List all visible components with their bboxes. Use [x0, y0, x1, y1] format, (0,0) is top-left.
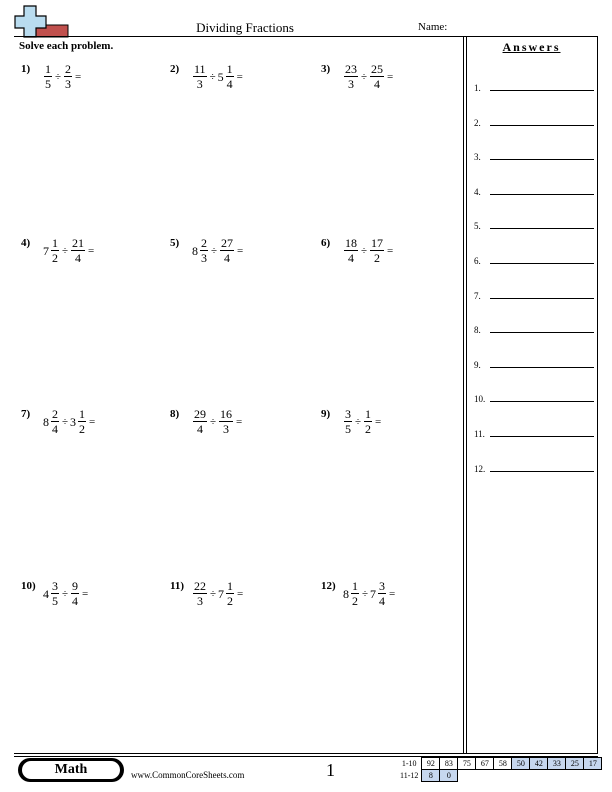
answer-blank-line[interactable] — [490, 263, 594, 264]
whole-number: 3 — [70, 414, 77, 429]
score-cell: 17 — [584, 758, 602, 770]
problem-expression — [192, 237, 245, 265]
problem-number: 11) — [170, 580, 185, 592]
whole-number: 7 — [43, 243, 49, 258]
numerator: 3 — [379, 579, 386, 593]
fraction — [226, 63, 234, 91]
name-label: Name: — [418, 21, 448, 33]
fraction — [51, 580, 59, 608]
divide-sign: ÷ — [62, 245, 69, 257]
numerator: 18 — [345, 236, 357, 250]
score-cell: 75 — [458, 758, 476, 770]
answer-blank-line[interactable] — [490, 332, 594, 333]
score-row-11-12 — [398, 770, 602, 782]
divide-sign: ÷ — [211, 245, 218, 257]
answer-row[interactable] — [474, 460, 594, 474]
answer-blank-line[interactable] — [490, 401, 594, 402]
denominator: 2 — [374, 251, 381, 265]
divide-sign: ÷ — [210, 416, 217, 428]
problem-expression — [43, 63, 83, 91]
denominator: 4 — [374, 77, 381, 91]
divide-sign: ÷ — [209, 71, 216, 83]
fraction — [344, 408, 352, 436]
answer-number: 10. — [474, 394, 486, 405]
denominator: 2 — [52, 251, 58, 265]
numerator: 17 — [371, 236, 384, 250]
numerator: 2 — [52, 407, 58, 421]
denominator: 5 — [45, 77, 51, 91]
fraction — [364, 408, 372, 436]
problem-number: 8) — [170, 408, 180, 420]
fraction — [378, 580, 386, 608]
numerator: 25 — [371, 62, 384, 76]
problem-expression — [192, 580, 245, 608]
problem-expression — [43, 580, 90, 608]
numerator: 3 — [345, 407, 351, 421]
answer-row[interactable] — [474, 148, 594, 162]
fraction — [51, 237, 59, 265]
answer-number: 3. — [474, 152, 481, 163]
answer-number: 5. — [474, 221, 481, 232]
answer-row[interactable] — [474, 79, 594, 93]
page-title: Dividing Fractions — [196, 20, 294, 35]
equals-sign: = — [236, 416, 243, 428]
equals-sign: = — [389, 588, 396, 600]
score-table — [398, 757, 602, 782]
numerator: 1 — [352, 579, 358, 593]
score-row-label: 1-10 — [401, 759, 417, 768]
score-row-1-10 — [398, 758, 602, 770]
fraction — [193, 63, 207, 91]
answer-blank-line[interactable] — [490, 90, 594, 91]
denominator: 4 — [72, 594, 79, 608]
score-cell: 92 — [422, 758, 440, 770]
denominator: 3 — [196, 77, 203, 91]
score-cell: 83 — [440, 758, 458, 770]
answer-number: 1. — [474, 83, 481, 93]
numerator: 23 — [345, 62, 357, 76]
answer-number: 11. — [474, 429, 485, 439]
denominator: 4 — [197, 422, 203, 436]
whole-number: 4 — [43, 586, 49, 601]
problem-number: 1) — [21, 63, 31, 75]
denominator: 2 — [227, 594, 234, 608]
answer-row[interactable] — [474, 287, 594, 301]
math-badge — [18, 758, 124, 782]
answer-number: 7. — [474, 290, 481, 301]
answer-blank-line[interactable] — [490, 471, 594, 472]
answer-number: 9. — [474, 359, 481, 370]
problem-number: 5) — [170, 237, 180, 249]
problem-number: 6) — [321, 237, 331, 249]
divide-sign: ÷ — [62, 416, 69, 428]
answer-row[interactable] — [474, 183, 594, 197]
denominator: 4 — [226, 77, 233, 91]
numerator: 1 — [365, 407, 372, 421]
equals-sign: = — [375, 416, 382, 428]
numerator: 2 — [201, 236, 207, 250]
denominator: 3 — [65, 77, 72, 91]
denominator: 2 — [79, 422, 86, 436]
score-cell: 67 — [476, 758, 494, 770]
score-cell: 8 — [422, 770, 440, 782]
fraction — [344, 237, 358, 265]
denominator: 3 — [223, 422, 230, 436]
problem-number: 9) — [321, 408, 331, 420]
answer-blank-line[interactable] — [490, 125, 594, 126]
numerator: 9 — [72, 579, 79, 593]
equals-sign: = — [237, 588, 244, 600]
equals-sign: = — [88, 245, 95, 257]
problem-number: 4) — [21, 237, 31, 249]
numerator: 1 — [226, 62, 233, 76]
answer-row[interactable] — [474, 356, 594, 370]
whole-number: 8 — [343, 586, 349, 601]
fraction — [200, 237, 208, 265]
instructions: Solve each problem. — [19, 40, 114, 52]
problem-expression — [192, 63, 245, 91]
numerator: 1 — [52, 236, 58, 250]
answer-number: 12. — [474, 463, 486, 474]
problem-expression — [343, 237, 395, 265]
answer-number: 6. — [474, 256, 481, 266]
numerator: 1 — [45, 62, 51, 76]
equals-sign: = — [237, 245, 244, 257]
denominator: 3 — [348, 77, 354, 91]
answer-row[interactable] — [474, 217, 594, 231]
divide-sign: ÷ — [210, 588, 217, 600]
denominator: 4 — [75, 251, 82, 265]
denominator: 4 — [52, 422, 58, 436]
fraction — [64, 63, 72, 91]
divide-sign: ÷ — [55, 71, 62, 83]
equals-sign: = — [387, 71, 394, 83]
denominator: 3 — [197, 594, 203, 608]
numerator: 11 — [194, 62, 206, 76]
divide-sign: ÷ — [361, 245, 368, 257]
fraction — [351, 580, 359, 608]
fraction — [226, 580, 234, 608]
score-cell: 0 — [440, 770, 458, 782]
fraction — [44, 63, 52, 91]
site-url: www.CommonCoreSheets.com — [131, 770, 245, 780]
answer-column-divider — [463, 36, 464, 754]
answer-blank-line[interactable] — [490, 194, 594, 195]
answer-row[interactable] — [474, 425, 594, 439]
score-cell: 58 — [494, 758, 512, 770]
equals-sign: = — [387, 245, 394, 257]
numerator: 27 — [221, 236, 234, 250]
denominator: 4 — [379, 594, 386, 608]
problem-expression — [43, 408, 97, 436]
numerator: 1 — [227, 579, 234, 593]
answer-blank-line[interactable] — [490, 436, 594, 437]
whole-number: 5 — [217, 69, 224, 84]
fraction — [220, 237, 234, 265]
answer-number: 8. — [474, 325, 481, 336]
answer-column-divider-inner — [466, 36, 467, 754]
problem-expression — [43, 237, 96, 265]
score-cell: 33 — [548, 758, 566, 770]
problem-expression — [343, 408, 383, 436]
math-badge-label: Math — [22, 761, 120, 779]
whole-number: 8 — [43, 414, 49, 429]
divide-sign: ÷ — [62, 588, 69, 600]
answer-blank-line[interactable] — [490, 367, 594, 368]
problem-expression — [343, 63, 395, 91]
denominator: 3 — [201, 251, 207, 265]
equals-sign: = — [236, 71, 243, 83]
answer-row[interactable] — [474, 252, 594, 266]
whole-number: 7 — [370, 586, 377, 601]
numerator: 22 — [194, 579, 206, 593]
footer-divider — [14, 753, 598, 754]
problem-number: 3) — [321, 63, 331, 75]
fraction — [344, 63, 358, 91]
problem-expression — [343, 580, 397, 608]
problem-expression — [192, 408, 244, 436]
score-row-label: 11-12 — [400, 771, 419, 780]
fraction — [193, 408, 207, 436]
equals-sign: = — [75, 71, 82, 83]
denominator: 4 — [224, 251, 231, 265]
equals-sign: = — [82, 588, 89, 600]
equals-sign: = — [89, 416, 96, 428]
score-cell: 25 — [566, 758, 584, 770]
fraction — [71, 237, 85, 265]
numerator: 29 — [194, 407, 206, 421]
page-number: 1 — [326, 760, 335, 780]
numerator: 1 — [79, 407, 86, 421]
denominator: 4 — [348, 251, 354, 265]
fraction — [51, 408, 59, 436]
answer-blank-line[interactable] — [490, 298, 594, 299]
divide-sign: ÷ — [362, 588, 369, 600]
right-border — [597, 36, 598, 754]
fraction — [193, 580, 207, 608]
whole-number: 7 — [218, 586, 225, 601]
whole-number: 8 — [192, 243, 198, 258]
answer-row[interactable] — [474, 114, 594, 128]
problem-number: 12) — [321, 580, 336, 592]
answer-row[interactable] — [474, 390, 594, 404]
denominator: 2 — [365, 422, 372, 436]
fraction — [219, 408, 233, 436]
problem-number: 7) — [21, 408, 31, 420]
score-cell: 50 — [512, 758, 530, 770]
answer-row[interactable] — [474, 321, 594, 335]
fraction — [370, 237, 384, 265]
denominator: 5 — [52, 594, 58, 608]
divide-sign: ÷ — [361, 71, 368, 83]
fraction — [370, 63, 384, 91]
numerator: 21 — [72, 236, 85, 250]
numerator: 2 — [65, 62, 72, 76]
problem-number: 10) — [21, 580, 36, 592]
denominator: 2 — [352, 594, 358, 608]
fraction — [71, 580, 79, 608]
header-divider — [14, 36, 598, 37]
numerator: 16 — [220, 407, 233, 421]
answer-number: 4. — [474, 186, 481, 197]
answer-blank-line[interactable] — [490, 228, 594, 229]
divide-sign: ÷ — [355, 416, 362, 428]
numerator: 3 — [52, 579, 58, 593]
denominator: 5 — [345, 422, 351, 436]
answer-blank-line[interactable] — [490, 159, 594, 160]
score-cell: 42 — [530, 758, 548, 770]
answer-number: 2. — [474, 117, 481, 128]
answers-title: Answers — [502, 40, 561, 54]
fraction — [78, 408, 86, 436]
problem-number: 2) — [170, 63, 180, 75]
